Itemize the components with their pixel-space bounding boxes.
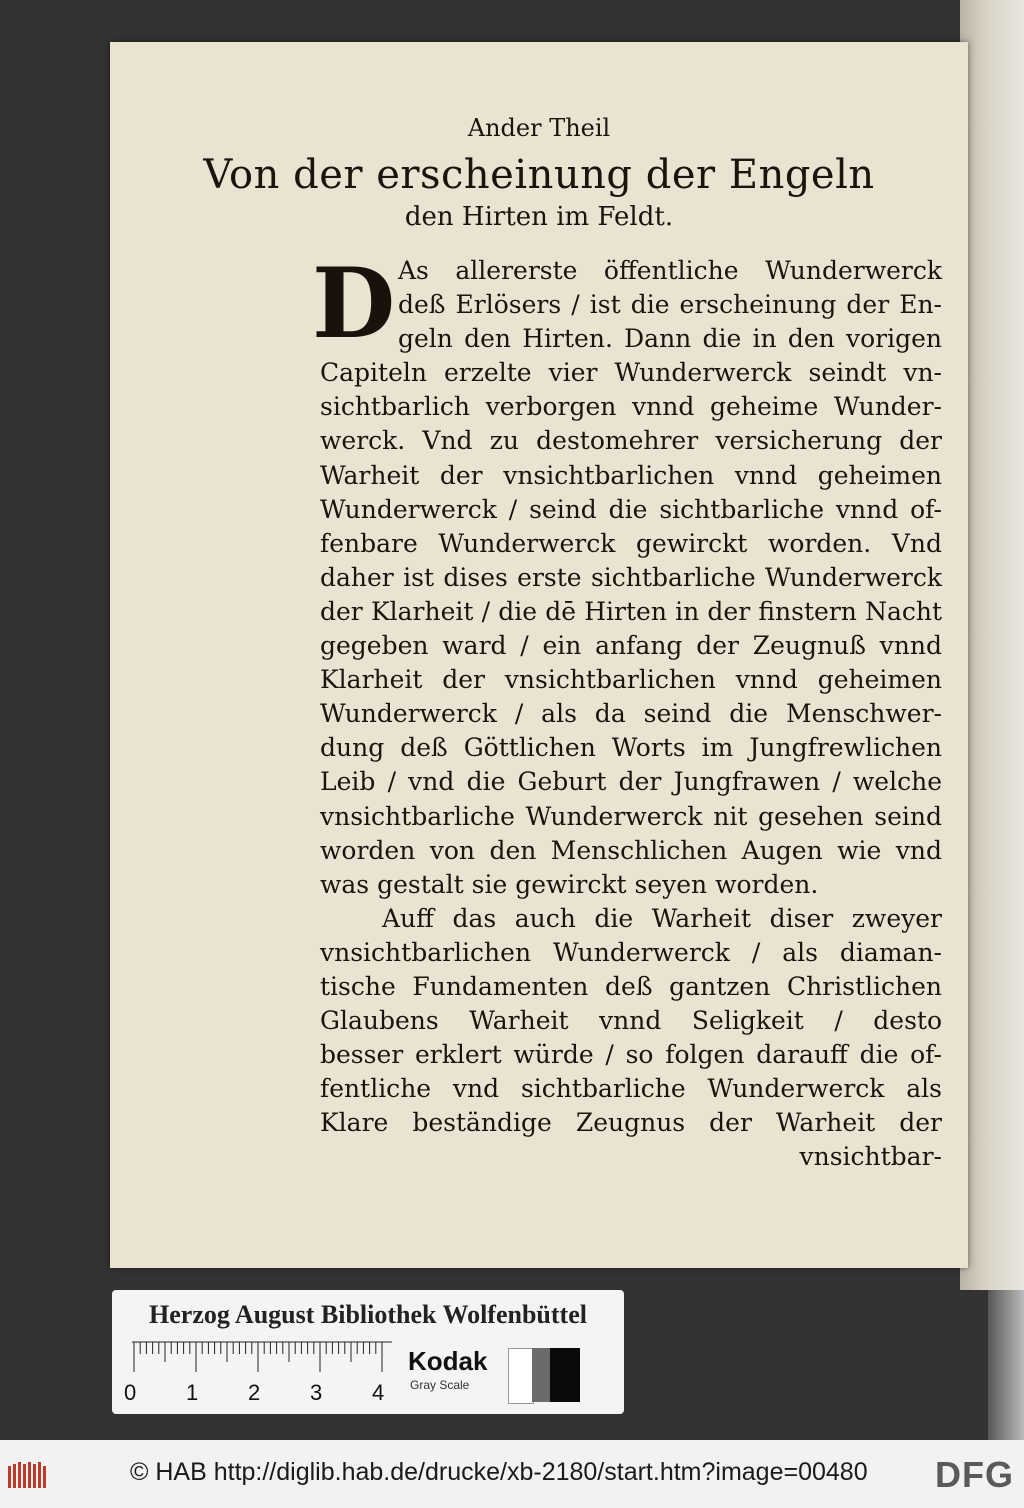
text-line: besser erklert würde / so folgen darauff die of- [320,1040,942,1070]
text-line: der Klarheit / die dē Hirten in der finstern Nacht [320,596,942,626]
hab-logo-icon [8,1462,48,1488]
text-line: worden von den Menschlichen Augen wie vnd [320,835,942,865]
ruler-label: 4 [372,1380,385,1405]
black-patch [550,1348,580,1402]
library-name: Herzog August Bibliothek Wolfenbüttel [149,1300,587,1329]
text-line: gegeben ward / ein anfang der Zeugnuß vnnd [320,631,942,661]
body-text [312,247,942,1175]
text-line: Warheit der vnsichtbarlichen vnnd geheimen [320,460,942,490]
text-line: Leib / vnd die Geburt der Jungfrawen / welche [320,767,942,797]
text-line: Klarheit der vnsichtbarlichen vnnd geheimen [320,665,942,695]
text-line: tische Fundamenten deß gantzen Christlichen [320,971,942,1001]
ruler-label: 2 [248,1380,261,1405]
text-line: deß Erlösers / ist die erscheinung der En- [398,290,942,320]
ruler-scale [132,1340,392,1374]
kodak-brand: Kodak [408,1346,488,1376]
text-line: dung deß Göttlichen Worts im Jungfrewlichen [320,733,942,763]
text-line: As allererste öffentliche Wunderwerck [398,256,942,285]
color-target-card [112,1290,624,1414]
ruler-labels [124,1380,404,1410]
text-line: sichtbarlich verborgen vnnd geheime Wunder- [320,392,942,422]
text-line: Capiteln erzelte vier Wunderwerck seindt vn- [320,358,942,388]
text-line: Glaubens Warheit vnnd Seligkeit / desto [320,1006,942,1036]
text-line: fentliche vnd sichtbarliche Wunderwerck als [320,1074,942,1104]
copyright-url[interactable]: © HAB http://diglib.hab.de/drucke/xb-2180/start.htm?image=00480 [130,1458,868,1486]
adjacent-page-glare [988,0,1024,1440]
ruler-label: 0 [124,1380,137,1405]
footer-bar [0,1440,1024,1508]
text-line: vnsichtbarliche Wunderwerck nit gesehen seind [320,801,942,831]
white-patch [508,1348,534,1404]
gray-patch [532,1348,550,1402]
text-line: Wunderwerck / als da seind die Menschwer- [320,699,942,729]
ruler-label: 3 [310,1380,323,1405]
running-head: Ander Theil [467,114,611,142]
text-line: geln den Hirten. Dann die in den vorigen [398,324,942,354]
catchword: vnsichtbar- [799,1142,942,1172]
text-line: werck. Vnd zu destomehrer versicherung der [320,426,942,456]
text-line: Auff das auch die Warheit diser zweyer [382,903,942,933]
text-line: daher ist dises erste sichtbarliche Wunderwerck [320,562,942,592]
text-line: Klare beständige Zeugnus der Warheit der [320,1108,942,1138]
text-line: Wunderwerck / seind die sichtbarliche vnnd of- [320,494,942,524]
text-line: vnsichtbarlichen Wunderwerck / als diaman- [320,937,942,967]
text-line: fenbare Wunderwerck gewirckt worden. Vnd [320,528,942,558]
ruler-label: 1 [186,1380,199,1405]
dfg-logo: DFG [935,1454,1014,1495]
drop-cap: D [312,247,396,360]
text-line: was gestalt sie gewirckt seyen worden. [320,869,819,899]
gray-scale-label: Gray Scale [410,1378,470,1392]
chapter-title: Von der erscheinung der Engeln [203,152,875,198]
book-page [110,42,968,1268]
chapter-subtitle: den Hirten im Feldt. [404,202,674,232]
